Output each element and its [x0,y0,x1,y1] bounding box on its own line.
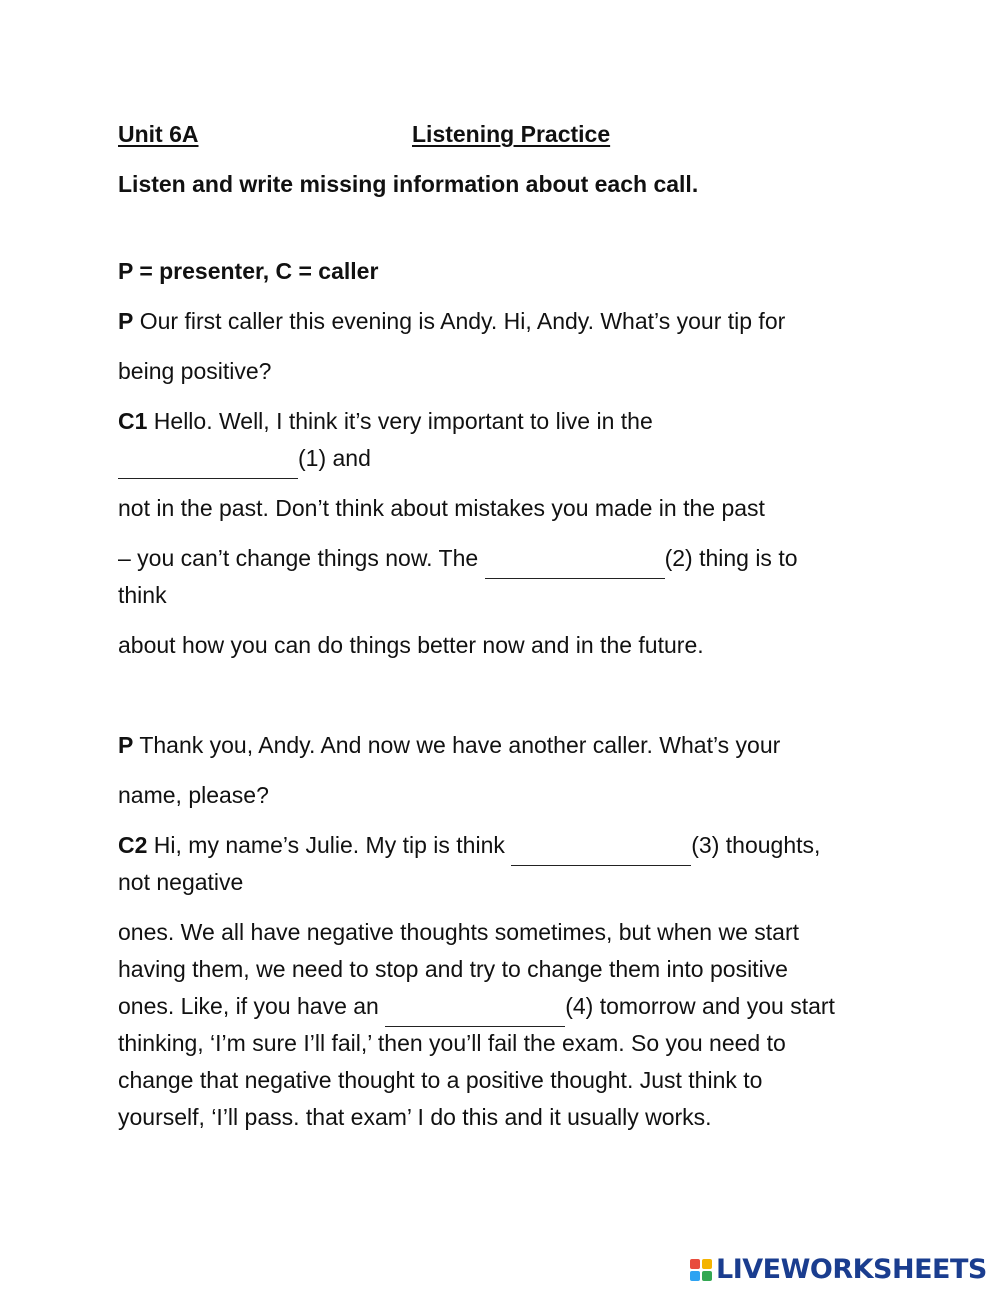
liveworksheets-logo [690,1254,987,1285]
blank-label: (2) thing is to [664,545,798,571]
instruction-text: Listen and write missing information about each call. [118,171,699,197]
speaker-label: C1 [118,408,148,434]
caller1-line-2 [118,444,371,479]
caller2-line-2: not negative [118,869,244,895]
dialogue-text: – you can’t change things now. The [118,545,485,571]
speaker-label: P [118,308,134,334]
dialogue-text: Our first caller this evening is Andy. Hi, Andy. What’s your tip for [133,308,786,334]
answer-blank-1[interactable] [118,454,298,479]
caller2-line-3: ones. We all have negative thoughts sometimes, but when we start [118,919,800,945]
presenter-line-4: name, please? [118,782,269,808]
page-title: Listening Practice [412,121,611,147]
answer-blank-4[interactable] [385,1002,565,1027]
blank-label: (3) thoughts, [691,832,821,858]
legend-text: P = presenter, C = caller [118,258,379,284]
caller1-line-6: about how you can do things better now and in the future. [118,632,704,658]
caller2-line-4: having them, we need to stop and try to change them into positive [118,956,788,982]
caller2-line-1 [118,831,820,866]
dialogue-text: Hi, my name’s Julie. My tip is think [147,832,512,858]
caller2-line-5 [118,992,835,1027]
dialogue-text: Thank you, Andy. And now we have another caller. What’s your [133,732,781,758]
dialogue-text: ones. Like, if you have an [118,993,386,1019]
caller2-line-6: thinking, ‘I’m sure I’ll fail,’ then you’ll fail the exam. So you need to [118,1030,786,1056]
caller2-line-7: change that negative thought to a positive thought. Just think to [118,1067,763,1093]
presenter-line-3 [118,731,780,759]
speaker-label: P [118,732,134,758]
logo-text: LIVEWORKSHEETS [716,1254,987,1285]
dialogue-text: Hello. Well, I think it’s very important to live in the [147,408,653,434]
presenter-line-2: being positive? [118,358,272,384]
caller1-line-1 [118,407,653,435]
blank-label: (1) and [298,445,371,471]
speaker-label: C2 [118,832,148,858]
answer-blank-2[interactable] [485,554,665,579]
unit-label: Unit 6A [118,121,199,147]
logo-mark-icon [690,1259,712,1281]
caller1-line-3: not in the past. Don’t think about mistakes you made in the past [118,495,765,521]
presenter-line-1 [118,307,785,335]
caller1-line-5: think [118,582,167,608]
blank-label: (4) tomorrow and you start [565,993,835,1019]
answer-blank-3[interactable] [511,841,691,866]
caller1-line-4 [118,544,798,579]
caller2-line-8: yourself, ‘I’ll pass. that exam’ I do this and it usually works. [118,1104,712,1130]
